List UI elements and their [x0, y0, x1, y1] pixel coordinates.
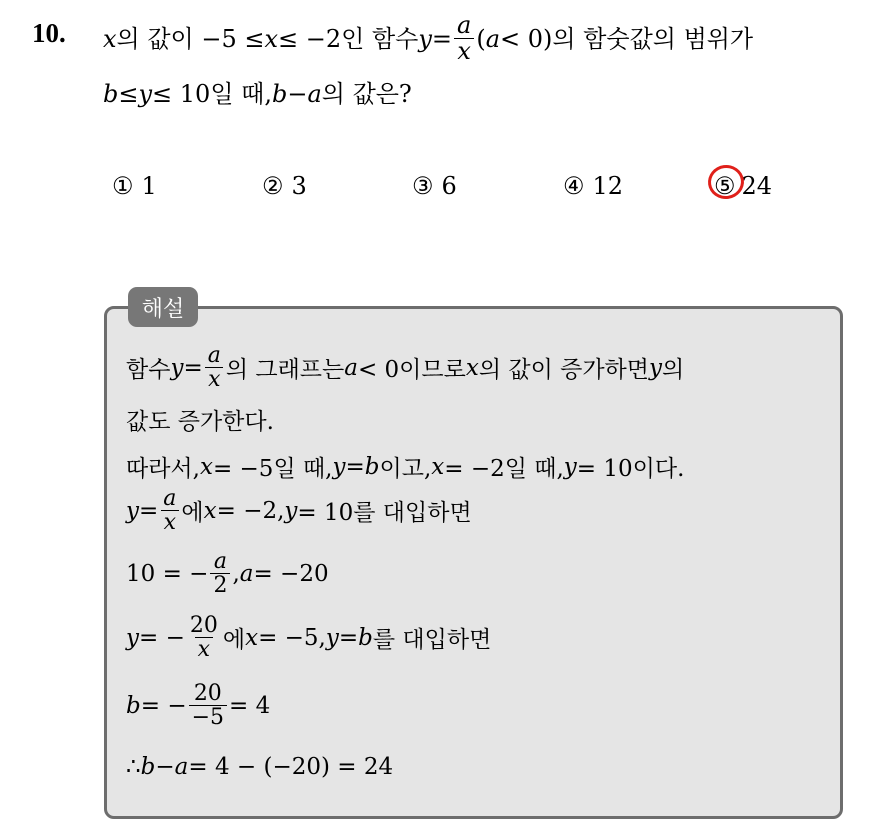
choice-value: 12: [592, 172, 624, 200]
text: =: [139, 497, 159, 524]
therefore-symbol: ∴: [126, 754, 141, 780]
fraction-a-over-x: [454, 13, 474, 64]
var-x: x: [245, 624, 259, 651]
text: = 4 − (−20) = 24: [188, 754, 394, 780]
fraction-numerator: a: [213, 549, 227, 574]
text: ≤ −2인 함수: [278, 24, 419, 53]
text: 의 값이 −5 ≤: [116, 24, 265, 53]
text: =: [338, 624, 359, 651]
text: ≤: [118, 80, 139, 108]
fraction-numerator: 20: [193, 681, 222, 706]
text: 의: [661, 357, 685, 384]
var-a: a: [174, 754, 189, 780]
var-a: a: [344, 354, 358, 381]
solution-line-1: [126, 344, 684, 391]
fraction-numerator: a: [207, 343, 221, 368]
text: =: [431, 24, 453, 53]
choice-4[interactable]: [563, 172, 623, 200]
solution-line-2: [126, 403, 274, 436]
fraction-denominator: x: [454, 38, 474, 64]
var-x: x: [431, 453, 445, 480]
var-b: b: [140, 754, 156, 780]
var-y: y: [418, 24, 432, 53]
fraction-denominator: x: [195, 637, 213, 661]
solution-line-4: [126, 487, 472, 534]
text: = −: [140, 692, 187, 719]
var-y: y: [284, 497, 298, 524]
var-y: y: [563, 453, 577, 480]
var-b: b: [103, 80, 119, 108]
question-line-2: [103, 82, 412, 106]
text: 의 값은?: [321, 80, 412, 108]
text: =: [345, 453, 365, 480]
text: = −5,: [258, 624, 326, 651]
choice-value: 1: [141, 172, 157, 200]
var-x: x: [203, 497, 217, 524]
var-b: b: [358, 624, 373, 651]
text: ≤ 10일 때,: [152, 80, 272, 108]
question-line-1: [103, 13, 753, 64]
choice-value: 3: [291, 172, 307, 200]
var-x: x: [103, 24, 117, 53]
solution-label: 해설: [128, 287, 198, 327]
fraction-a-over-x: [205, 344, 224, 391]
text: 에: [222, 627, 246, 654]
text: = 4: [229, 692, 271, 719]
choice-1[interactable]: [112, 172, 157, 200]
var-y: y: [325, 624, 339, 651]
solution-line-8: [126, 754, 393, 780]
var-b: b: [271, 80, 288, 108]
fraction-20-over-x: [187, 614, 221, 661]
var-y: y: [332, 453, 346, 480]
choice-value: 24: [741, 172, 773, 200]
text: 에: [181, 500, 204, 527]
text: 이고,: [379, 456, 432, 482]
text: = −: [139, 624, 185, 651]
solution-line-3: [126, 450, 684, 483]
fraction-numerator: a: [457, 11, 472, 39]
text: 따라서,: [126, 456, 200, 482]
var-y: y: [138, 80, 153, 108]
var-x: x: [465, 354, 479, 381]
choice-value: 6: [441, 172, 457, 200]
var-x: x: [199, 453, 213, 480]
text: < 0이므로: [357, 357, 466, 384]
fraction-denominator: 2: [210, 573, 230, 597]
text: −: [287, 80, 308, 108]
text: = 10를 대입하면: [297, 500, 472, 527]
choice-mark: ⑤: [714, 172, 736, 200]
var-a: a: [239, 560, 254, 587]
choice-mark: ①: [112, 172, 134, 200]
var-x: x: [264, 24, 279, 53]
choice-mark: ②: [262, 172, 284, 200]
text: =: [183, 354, 203, 381]
fraction-numerator: a: [163, 486, 177, 511]
text: −: [155, 754, 175, 780]
text: = 10이다.: [576, 456, 685, 482]
fraction-20-over-minus-5: [189, 682, 227, 729]
var-a: a: [307, 80, 322, 108]
text: 를 대입하면: [372, 627, 492, 654]
var-y: y: [648, 354, 662, 381]
fraction-denominator: −5: [189, 705, 227, 729]
choice-mark: ④: [563, 172, 585, 200]
text: = −5일 때,: [212, 456, 333, 482]
text: 의 값이 증가하면: [478, 357, 649, 384]
var-a: a: [485, 24, 501, 53]
fraction-a-over-2: [210, 550, 230, 597]
text: 함수: [126, 357, 171, 384]
solution-line-5: [126, 550, 329, 597]
choice-3[interactable]: [412, 172, 457, 200]
choice-mark: ③: [412, 172, 434, 200]
text: ,: [232, 560, 240, 587]
text: = −20: [253, 560, 329, 587]
text: = −2일 때,: [444, 456, 564, 482]
text: 10 = −: [126, 560, 209, 587]
fraction-denominator: x: [161, 510, 179, 534]
var-b: b: [364, 453, 380, 480]
text: 의 그래프는: [225, 357, 345, 384]
solution-line-6: [126, 614, 491, 661]
solution-line-7: [126, 682, 270, 729]
fraction-a-over-x: [160, 487, 179, 534]
text: (: [476, 24, 486, 53]
text: < 0)의 함숫값의 범위가: [500, 24, 754, 53]
text: 값도 증가한다.: [126, 409, 274, 435]
fraction-numerator: 20: [189, 613, 218, 638]
fraction-denominator: x: [205, 367, 223, 391]
var-y: y: [126, 624, 139, 651]
question-number: 10.: [32, 18, 66, 48]
var-b: b: [126, 692, 141, 719]
var-y: y: [170, 354, 184, 381]
text: = −2,: [216, 497, 285, 524]
choice-2[interactable]: [262, 172, 307, 200]
var-y: y: [126, 497, 139, 524]
